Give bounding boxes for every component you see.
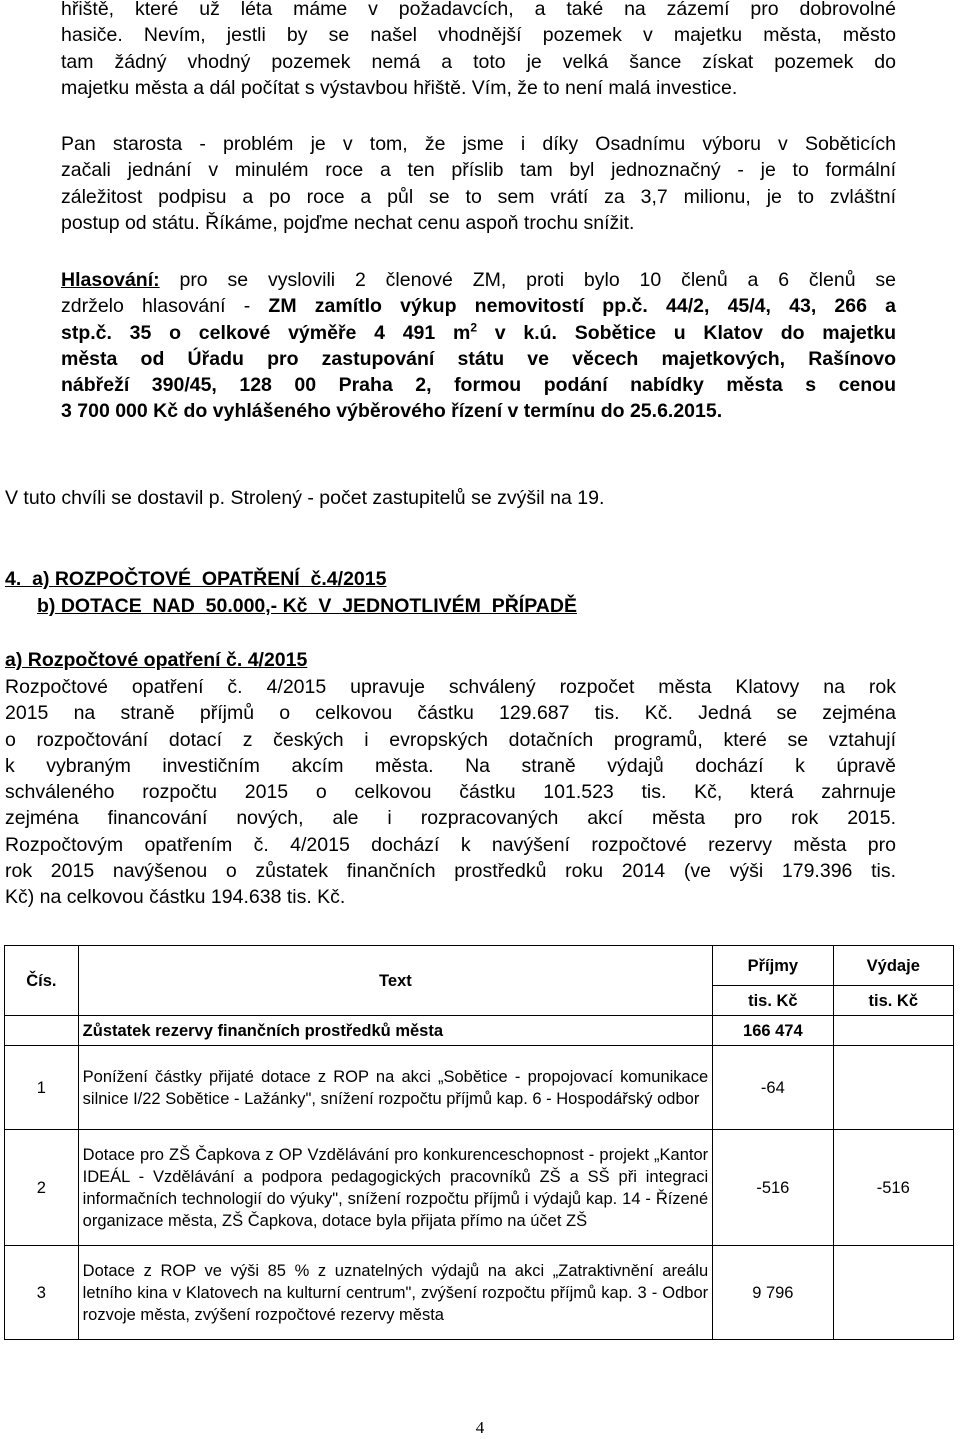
- reserve-num: [5, 1016, 79, 1046]
- row-text: Dotace z ROP ve výši 85 % z uznatelných výdajů na akci „Zatraktivnění areálu letního kina v Klatovech na kulturní centrum", zvýšení rozpočtu příjmů kap. 3 - Odbor rozvoje města, zvýšení rozpočtové rezervy města: [78, 1246, 712, 1340]
- table-row: [5, 1130, 954, 1246]
- reserve-income: 166 474: [713, 1016, 833, 1046]
- header-income: Příjmy: [713, 946, 833, 986]
- text-line: rok 2015 navýšenou o zůstatek finančních prostředků roku 2014 (ve výši 179.396 tis.: [5, 860, 896, 883]
- section-heading-b: b) DOTACE NAD 50.000,- Kč V JEDNOTLIVÉM PŘÍPADĚ: [37, 595, 577, 617]
- row-num: 1: [5, 1046, 79, 1130]
- text-line: Rozpočtové opatření č. 4/2015 upravuje schválený rozpočet města Klatovy na rok: [5, 676, 896, 698]
- text-line: majetku města a dál počítat s výstavbou hřiště. Vím, že to není malá investice.: [61, 76, 738, 99]
- budget-body: [5, 674, 896, 911]
- sub-heading: a) Rozpočtové opatření č. 4/2015: [5, 649, 308, 671]
- vote-result: v k.ú. Sobětice u Klatov do majetku: [477, 321, 896, 344]
- paragraph-mayor: [61, 131, 896, 236]
- page-number: 4: [475, 1418, 485, 1437]
- text-line: Kč) na celkovou částku 194.638 tis. Kč.: [5, 886, 346, 909]
- text-line: města od Úřadu pro zastupování státu ve věcech majetkových, Rašínovo: [61, 347, 896, 370]
- text-line: hřiště, které už léta máme v požadavcích, a také na zázemí pro dobrovolné: [61, 0, 896, 20]
- text-line: V tuto chvíli se dostavil p. Strolený - počet zastupitelů se zvýšil na 19.: [5, 487, 605, 509]
- section-heading-a: 4. a) ROZPOČTOVÉ OPATŘENÍ č.4/2015: [5, 568, 387, 590]
- row-text: Dotace pro ZŠ Čapkova z OP Vzdělávání pro konkurenceschopnost - projekt „Kantor IDEÁL - Vzdělávání a podpora pedagogických pracovníků ZŠ a SŠ při integraci informačních technologií do výuky", snížení rozpočtu příjmů i výdajů kap. 14 - Řízené organizace města, ZŠ Čapkova, dotace byla přijata přímo na účet ZŠ: [78, 1130, 712, 1246]
- vote-result: stp.č. 35 o celkové výměře 4 491 m: [61, 321, 471, 344]
- row-text: Ponížení částky přijaté dotace z ROP na akci „Sobětice - propojovací komunikace silnice I/22 Sobětice - Lažánky", snížení rozpočtu příjmů kap. 6 - Hospodářský odbor: [78, 1046, 712, 1130]
- row-expense: -516: [833, 1130, 953, 1246]
- row-num: 2: [5, 1130, 79, 1246]
- text-line: k vybraným investičním akcím města. Na straně výdajů dochází k úpravě: [5, 754, 896, 777]
- text-line: o rozpočtování dotací z českých i evropských dotačních programů, které se vztahují: [5, 728, 896, 751]
- row-income: -64: [713, 1046, 833, 1130]
- header-text: Text: [78, 946, 712, 1016]
- text-line: 2015 na straně příjmů o celkovou částku 129.687 tis. Kč. Jedná se zejména: [5, 702, 896, 725]
- row-income: -516: [713, 1130, 833, 1246]
- text-line: postup od státu. Říkáme, pojďme nechat cenu aspoň trochu snížit.: [61, 211, 635, 234]
- header-expense-unit: tis. Kč: [833, 986, 953, 1016]
- text-line: hasiče. Nevím, jestli by se našel vhodnější pozemek v majetku města, město: [61, 24, 896, 47]
- text-line: nábřeží 390/45, 128 00 Praha 2, formou podání nabídky města s cenou: [61, 374, 896, 397]
- text-line: schváleného rozpočtu 2015 o celkovou částku 101.523 tis. Kč, která zahrnuje: [5, 781, 896, 804]
- vote-text: pro se vyslovili 2 členové ZM, proti bylo 10 členů a 6 členů se: [159, 269, 896, 291]
- text-line: [61, 267, 896, 293]
- vote-paragraph: [61, 267, 896, 425]
- text-line: začali jednání v minulém roce a ten příslib tam byl jednoznačný - je to formální: [61, 159, 896, 182]
- row-income: 9 796: [713, 1246, 833, 1340]
- text-line: Pan starosta - problém je v tom, že jsme i díky Osadnímu výboru v Soběticích: [61, 133, 896, 155]
- row-expense: [833, 1246, 953, 1340]
- vote-text: zdrželo hlasování -: [61, 295, 269, 318]
- header-expense: Výdaje: [833, 946, 953, 986]
- superscript: 2: [470, 320, 478, 335]
- vote-label: Hlasování:: [61, 269, 160, 291]
- text-line: [61, 320, 896, 346]
- text-line: 3 700 000 Kč do vyhlášeného výběrového řízení v termínu do 25.6.2015.: [61, 400, 723, 423]
- arrival-note: [5, 485, 945, 511]
- paragraph-playground: [61, 0, 896, 101]
- table-row-reserve: [5, 1016, 954, 1046]
- table-header-row: [5, 946, 954, 986]
- row-expense: [833, 1046, 953, 1130]
- text-line: záležitost podpisu a po roce a půl se to sem vrátí za 3,7 milionu, je to zvláštní: [61, 185, 896, 208]
- text-line: zejména financování nových, ale i rozpracovaných akcí města pro rok 2015.: [5, 807, 896, 830]
- text-line: tam žádný vhodný pozemek nemá a toto je velká šance získat pozemek do: [61, 50, 896, 73]
- table-row: [5, 1246, 954, 1340]
- header-num: Čís.: [5, 946, 79, 1016]
- text-line: Rozpočtovým opatřením č. 4/2015 dochází k navýšení rozpočtové rezervy města pro: [5, 833, 896, 856]
- reserve-label: Zůstatek rezervy finančních prostředků města: [78, 1016, 712, 1046]
- header-income-unit: tis. Kč: [713, 986, 833, 1016]
- text-line: [61, 293, 896, 319]
- budget-table: [4, 945, 954, 1340]
- vote-result: ZM zamítlo výkup nemovitostí pp.č. 44/2, 45/4, 43, 266 a: [268, 295, 897, 318]
- reserve-expense: [833, 1016, 953, 1046]
- row-num: 3: [5, 1246, 79, 1340]
- table-row: [5, 1046, 954, 1130]
